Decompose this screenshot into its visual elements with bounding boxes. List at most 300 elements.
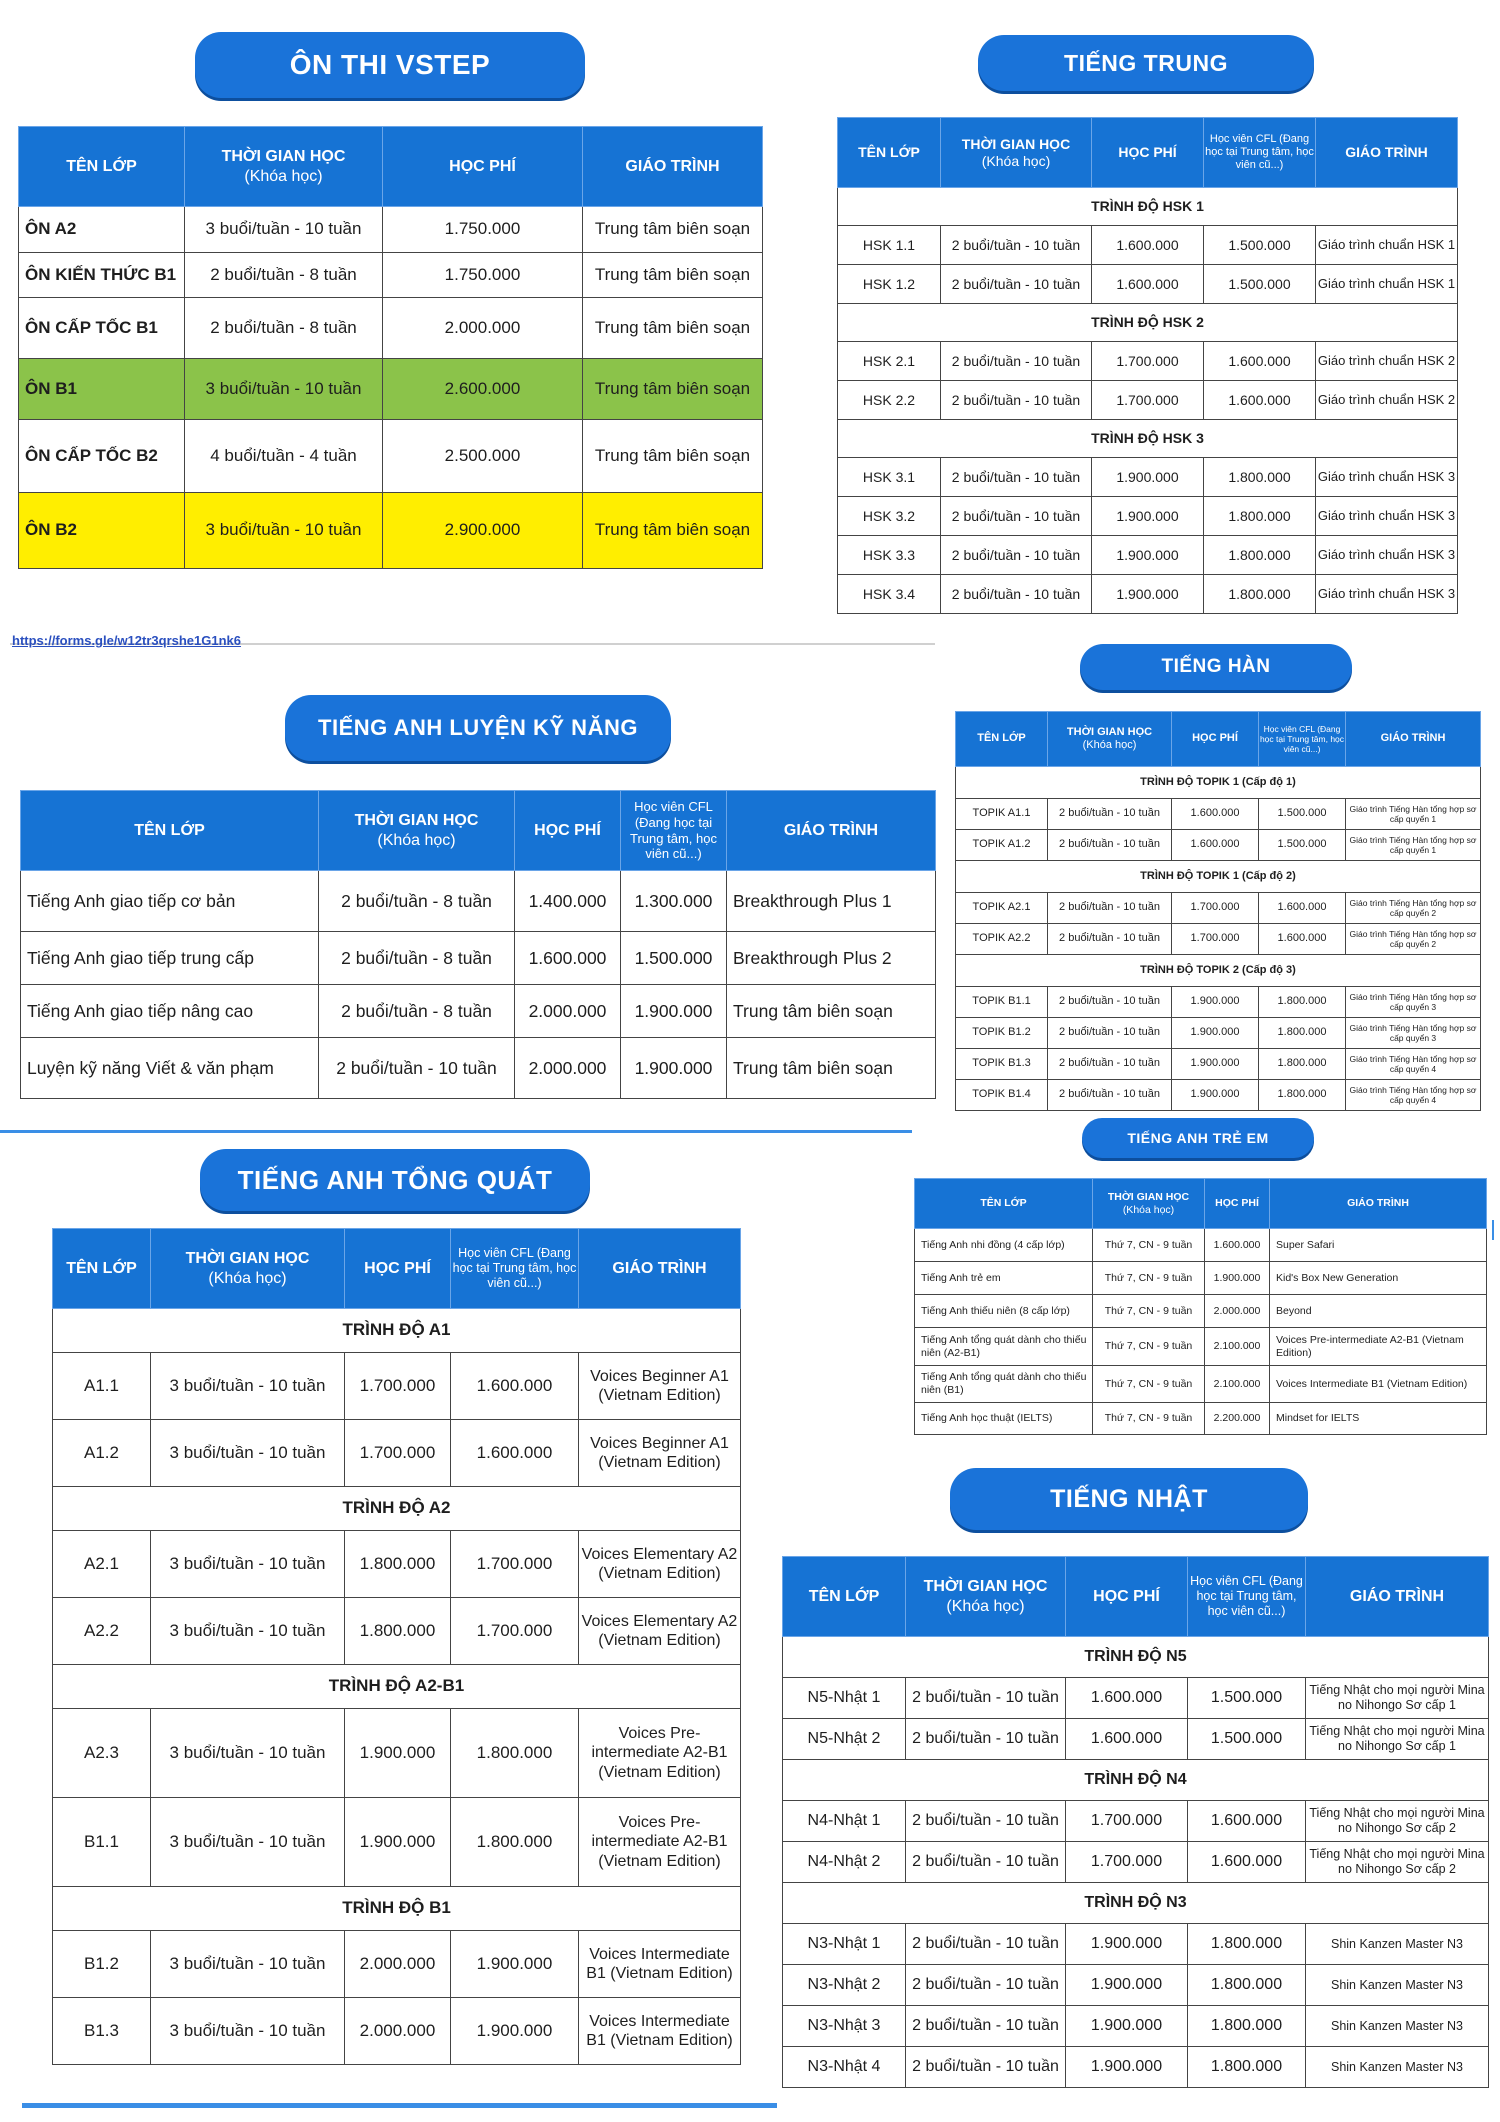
class-name: N3-Nhật 1 xyxy=(783,1924,906,1965)
class-name: ÔN A2 xyxy=(19,207,185,253)
tuition-fee: 1.400.000 xyxy=(515,871,621,932)
schedule: 2 buổi/tuần - 10 tuần xyxy=(1048,893,1172,924)
member-fee: 1.800.000 xyxy=(1259,987,1346,1018)
textbook: Giáo trình Tiếng Hàn tổng hợp sơ cấp quyển 3 xyxy=(1346,1018,1481,1049)
class-name: B1.2 xyxy=(53,1931,151,1998)
textbook: Giáo trình Tiếng Hàn tổng hợp sơ cấp quyển 4 xyxy=(1346,1080,1481,1111)
textbook: Breakthrough Plus 2 xyxy=(727,932,936,985)
schedule: 3 buổi/tuần - 10 tuần xyxy=(151,1531,345,1598)
table-row xyxy=(838,575,1458,614)
textbook: Giáo trình Tiếng Hàn tổng hợp sơ cấp quyển 3 xyxy=(1346,987,1481,1018)
table-row xyxy=(915,1229,1487,1262)
schedule: 2 buổi/tuần - 10 tuần xyxy=(906,2006,1066,2047)
schedule: 2 buổi/tuần - 10 tuần xyxy=(941,536,1092,575)
class-name: HSK 1.2 xyxy=(838,265,941,304)
textbook: Giáo trình Tiếng Hàn tổng hợp sơ cấp quyển 1 xyxy=(1346,799,1481,830)
textbook: Trung tâm biên soạn xyxy=(727,1038,936,1099)
level-row xyxy=(838,188,1458,226)
edge-mark xyxy=(1492,1220,1494,1240)
col-ten-lop: TÊN LỚP xyxy=(19,127,185,207)
class-name: TOPIK B1.1 xyxy=(956,987,1048,1018)
table-row xyxy=(915,1262,1487,1295)
textbook: Beyond xyxy=(1270,1295,1487,1328)
level-row xyxy=(838,304,1458,342)
textbook: Giáo trình chuẩn HSK 1 xyxy=(1316,226,1458,265)
schedule: Thứ 7, CN - 9 tuần xyxy=(1093,1229,1205,1262)
tuition-fee: 2.000.000 xyxy=(515,1038,621,1099)
member-fee: 1.800.000 xyxy=(451,1798,579,1887)
member-fee: 1.900.000 xyxy=(621,985,727,1038)
table-row xyxy=(783,1678,1489,1719)
tuition-fee: 2.100.000 xyxy=(1205,1328,1270,1366)
tuition-fee: 2.500.000 xyxy=(383,420,583,493)
schedule: 3 buổi/tuần - 10 tuần xyxy=(151,1709,345,1798)
class-name: ÔN KIẾN THỨC B1 xyxy=(19,253,185,298)
table-row xyxy=(838,265,1458,304)
tuition-fee: 1.900.000 xyxy=(1172,987,1259,1018)
class-name: A2.1 xyxy=(53,1531,151,1598)
table-row xyxy=(956,987,1481,1018)
class-name: B1.3 xyxy=(53,1998,151,2065)
textbook: Giáo trình Tiếng Hàn tổng hợp sơ cấp quyển 4 xyxy=(1346,1049,1481,1080)
tuition-fee: 1.600.000 xyxy=(1092,265,1204,304)
table-row xyxy=(53,1709,741,1798)
class-name: Tiếng Anh trẻ em xyxy=(915,1262,1093,1295)
level-row xyxy=(783,1760,1489,1801)
class-name: ÔN B1 xyxy=(19,359,185,420)
member-fee: 1.700.000 xyxy=(451,1531,579,1598)
textbook: Tiếng Nhật cho mọi người Mina no Nihongo Sơ cấp 1 xyxy=(1306,1678,1489,1719)
col-giao-trinh: GIÁO TRÌNH xyxy=(1270,1179,1487,1229)
schedule: 2 buổi/tuần - 8 tuần xyxy=(319,871,515,932)
class-name: ÔN B2 xyxy=(19,493,185,569)
textbook: Giáo trình Tiếng Hàn tổng hợp sơ cấp quyển 2 xyxy=(1346,893,1481,924)
col-thoi-gian: THỜI GIAN HỌC (Khóa học) xyxy=(151,1229,345,1309)
class-name: N3-Nhật 4 xyxy=(783,2047,906,2088)
textbook: Trung tâm biên soạn xyxy=(583,359,763,420)
schedule: 2 buổi/tuần - 10 tuần xyxy=(906,2047,1066,2088)
level-row xyxy=(956,955,1481,987)
member-fee: 1.900.000 xyxy=(621,1038,727,1099)
tuition-fee: 1.700.000 xyxy=(1092,381,1204,420)
textbook: Trung tâm biên soạn xyxy=(583,420,763,493)
textbook: Voices Intermediate B1 (Vietnam Edition) xyxy=(579,1998,741,2065)
textbook: Trung tâm biên soạn xyxy=(583,207,763,253)
schedule: 2 buổi/tuần - 10 tuần xyxy=(1048,799,1172,830)
level-label: TRÌNH ĐỘ HSK 2 xyxy=(838,304,1458,342)
form-link[interactable]: https://forms.gle/w12tr3qrshe1G1nk6 xyxy=(12,633,242,648)
textbook: Breakthrough Plus 1 xyxy=(727,871,936,932)
level-row xyxy=(956,767,1481,799)
textbook: Giáo trình chuẩn HSK 1 xyxy=(1316,265,1458,304)
schedule: Thứ 7, CN - 9 tuần xyxy=(1093,1403,1205,1435)
level-row xyxy=(53,1665,741,1709)
schedule: 2 buổi/tuần - 8 tuần xyxy=(319,985,515,1038)
col-thoi-gian: THỜI GIAN HỌC (Khóa học) xyxy=(1048,712,1172,767)
nhat-table xyxy=(782,1556,1489,2088)
schedule: 2 buổi/tuần - 10 tuần xyxy=(906,1842,1066,1883)
vstep-title: ÔN THI VSTEP xyxy=(195,32,585,98)
textbook: Super Safari xyxy=(1270,1229,1487,1262)
tuition-fee: 1.900.000 xyxy=(1172,1049,1259,1080)
tuition-fee: 1.700.000 xyxy=(1092,342,1204,381)
member-fee: 1.800.000 xyxy=(1259,1049,1346,1080)
schedule: 2 buổi/tuần - 8 tuần xyxy=(319,932,515,985)
schedule: 2 buổi/tuần - 10 tuần xyxy=(941,226,1092,265)
schedule: 2 buổi/tuần - 10 tuần xyxy=(906,1678,1066,1719)
table-row xyxy=(19,298,763,359)
table-row xyxy=(21,985,936,1038)
schedule: 2 buổi/tuần - 10 tuần xyxy=(941,381,1092,420)
tuition-fee: 2.900.000 xyxy=(383,493,583,569)
table-row xyxy=(783,1801,1489,1842)
schedule: 2 buổi/tuần - 10 tuần xyxy=(319,1038,515,1099)
schedule: 3 buổi/tuần - 10 tuần xyxy=(151,1998,345,2065)
level-label: TRÌNH ĐỘ B1 xyxy=(53,1887,741,1931)
class-name: Luyện kỹ năng Viết & văn phạm xyxy=(21,1038,319,1099)
schedule: 3 buổi/tuần - 10 tuần xyxy=(151,1353,345,1420)
schedule: 2 buổi/tuần - 10 tuần xyxy=(906,1924,1066,1965)
member-fee: 1.800.000 xyxy=(1204,458,1316,497)
col-hoc-vien-cfl: Học viên CFL (Đang học tại Trung tâm, học viên cũ...) xyxy=(451,1229,579,1309)
level-row xyxy=(783,1883,1489,1924)
class-name: A2.3 xyxy=(53,1709,151,1798)
tuition-fee: 2.200.000 xyxy=(1205,1403,1270,1435)
tuition-fee: 1.900.000 xyxy=(1066,2047,1188,2088)
table-row xyxy=(783,1924,1489,1965)
member-fee: 1.600.000 xyxy=(1188,1842,1306,1883)
col-hoc-vien-cfl: Học viên CFL (Đang học tại Trung tâm, học viên cũ...) xyxy=(621,791,727,871)
textbook: Mindset for IELTS xyxy=(1270,1403,1487,1435)
kynang-table xyxy=(20,790,936,1099)
member-fee: 1.800.000 xyxy=(1204,575,1316,614)
table-row xyxy=(783,1842,1489,1883)
tuition-fee: 1.900.000 xyxy=(1172,1080,1259,1111)
tuition-fee: 1.900.000 xyxy=(1066,1924,1188,1965)
member-fee: 1.800.000 xyxy=(1204,536,1316,575)
textbook: Tiếng Nhật cho mọi người Mina no Nihongo Sơ cấp 2 xyxy=(1306,1801,1489,1842)
textbook: Tiếng Nhật cho mọi người Mina no Nihongo Sơ cấp 1 xyxy=(1306,1719,1489,1760)
col-giao-trinh: GIÁO TRÌNH xyxy=(727,791,936,871)
member-fee: 1.600.000 xyxy=(1259,924,1346,955)
table-row xyxy=(915,1295,1487,1328)
col-hoc-phi: HỌC PHÍ xyxy=(1172,712,1259,767)
table-row xyxy=(53,1998,741,2065)
table-row xyxy=(19,359,763,420)
col-hoc-phi: HỌC PHÍ xyxy=(515,791,621,871)
level-row xyxy=(53,1887,741,1931)
col-thoi-gian: THỜI GIAN HỌC (Khóa học) xyxy=(941,118,1092,188)
class-name: ÔN CẤP TỐC B1 xyxy=(19,298,185,359)
member-fee: 1.800.000 xyxy=(1204,497,1316,536)
schedule: 4 buổi/tuần - 4 tuần xyxy=(185,420,383,493)
textbook: Voices Elementary A2 (Vietnam Edition) xyxy=(579,1531,741,1598)
class-name: A1.2 xyxy=(53,1420,151,1487)
level-row xyxy=(53,1487,741,1531)
class-name: N3-Nhật 3 xyxy=(783,2006,906,2047)
table-row xyxy=(21,932,936,985)
table-row xyxy=(956,830,1481,861)
textbook: Shin Kanzen Master N3 xyxy=(1306,1924,1489,1965)
col-hoc-phi: HỌC PHÍ xyxy=(1205,1179,1270,1229)
textbook: Voices Elementary A2 (Vietnam Edition) xyxy=(579,1598,741,1665)
table-row xyxy=(53,1931,741,1998)
col-giao-trinh: GIÁO TRÌNH xyxy=(1306,1557,1489,1637)
col-thoi-gian: THỜI GIAN HỌC (Khóa học) xyxy=(1093,1179,1205,1229)
textbook: Giáo trình chuẩn HSK 2 xyxy=(1316,381,1458,420)
member-fee: 1.700.000 xyxy=(451,1598,579,1665)
member-fee: 1.600.000 xyxy=(1259,893,1346,924)
table-row xyxy=(21,1038,936,1099)
col-hoc-phi: HỌC PHÍ xyxy=(1092,118,1204,188)
class-name: Tiếng Anh học thuật (IELTS) xyxy=(915,1403,1093,1435)
table-row xyxy=(915,1403,1487,1435)
schedule: Thứ 7, CN - 9 tuần xyxy=(1093,1328,1205,1366)
table-row xyxy=(956,1018,1481,1049)
textbook: Trung tâm biên soạn xyxy=(727,985,936,1038)
tuition-fee: 1.900.000 xyxy=(345,1798,451,1887)
schedule: 2 buổi/tuần - 10 tuần xyxy=(906,1965,1066,2006)
tuition-fee: 1.900.000 xyxy=(1172,1018,1259,1049)
class-name: TOPIK B1.2 xyxy=(956,1018,1048,1049)
tuition-fee: 1.600.000 xyxy=(1066,1719,1188,1760)
textbook: Giáo trình Tiếng Hàn tổng hợp sơ cấp quyển 2 xyxy=(1346,924,1481,955)
schedule: 2 buổi/tuần - 10 tuần xyxy=(941,265,1092,304)
member-fee: 1.300.000 xyxy=(621,871,727,932)
schedule: Thứ 7, CN - 9 tuần xyxy=(1093,1366,1205,1403)
textbook: Tiếng Nhật cho mọi người Mina no Nihongo Sơ cấp 2 xyxy=(1306,1842,1489,1883)
tuition-fee: 2.600.000 xyxy=(383,359,583,420)
class-name: N4-Nhật 1 xyxy=(783,1801,906,1842)
schedule: 3 buổi/tuần - 10 tuần xyxy=(151,1420,345,1487)
class-name: N5-Nhật 2 xyxy=(783,1719,906,1760)
textbook: Voices Intermediate B1 (Vietnam Edition) xyxy=(1270,1366,1487,1403)
nhat-title: TIẾNG NHẬT xyxy=(950,1468,1308,1530)
tuition-fee: 1.600.000 xyxy=(1205,1229,1270,1262)
level-label: TRÌNH ĐỘ TOPIK 1 (Cấp độ 1) xyxy=(956,767,1481,799)
textbook: Giáo trình chuẩn HSK 3 xyxy=(1316,575,1458,614)
schedule: 3 buổi/tuần - 10 tuần xyxy=(185,493,383,569)
tuition-fee: 1.600.000 xyxy=(1066,1678,1188,1719)
table-row xyxy=(783,1965,1489,2006)
tuition-fee: 1.900.000 xyxy=(1092,575,1204,614)
schedule: 2 buổi/tuần - 10 tuần xyxy=(1048,1049,1172,1080)
schedule: 3 buổi/tuần - 10 tuần xyxy=(185,207,383,253)
trung-table xyxy=(837,117,1458,614)
level-label: TRÌNH ĐỘ A2 xyxy=(53,1487,741,1531)
schedule: 3 buổi/tuần - 10 tuần xyxy=(151,1931,345,1998)
class-name: TOPIK B1.3 xyxy=(956,1049,1048,1080)
schedule: 2 buổi/tuần - 10 tuần xyxy=(941,458,1092,497)
textbook: Trung tâm biên soạn xyxy=(583,493,763,569)
divider-line xyxy=(0,1130,915,1133)
member-fee: 1.500.000 xyxy=(1188,1719,1306,1760)
member-fee: 1.800.000 xyxy=(451,1709,579,1798)
tuition-fee: 1.900.000 xyxy=(345,1709,451,1798)
class-name: N5-Nhật 1 xyxy=(783,1678,906,1719)
table-row xyxy=(956,893,1481,924)
level-row xyxy=(53,1309,741,1353)
table-row xyxy=(783,2006,1489,2047)
schedule: 2 buổi/tuần - 10 tuần xyxy=(941,575,1092,614)
class-name: A2.2 xyxy=(53,1598,151,1665)
table-row xyxy=(19,493,763,569)
member-fee: 1.800.000 xyxy=(1188,2047,1306,2088)
level-row xyxy=(956,861,1481,893)
member-fee: 1.600.000 xyxy=(1204,381,1316,420)
textbook: Voices Beginner A1 (Vietnam Edition) xyxy=(579,1353,741,1420)
col-giao-trinh: GIÁO TRÌNH xyxy=(583,127,763,207)
member-fee: 1.900.000 xyxy=(451,1931,579,1998)
table-row xyxy=(956,1049,1481,1080)
member-fee: 1.900.000 xyxy=(451,1998,579,2065)
class-name: TOPIK A1.1 xyxy=(956,799,1048,830)
textbook: Giáo trình chuẩn HSK 3 xyxy=(1316,497,1458,536)
table-row xyxy=(838,226,1458,265)
class-name: ÔN CẤP TỐC B2 xyxy=(19,420,185,493)
class-name: Tiếng Anh thiếu niên (8 cấp lớp) xyxy=(915,1295,1093,1328)
table-row xyxy=(838,342,1458,381)
col-giao-trinh: GIÁO TRÌNH xyxy=(1316,118,1458,188)
schedule: 2 buổi/tuần - 10 tuần xyxy=(1048,1080,1172,1111)
han-title: TIẾNG HÀN xyxy=(1080,644,1352,690)
member-fee: 1.500.000 xyxy=(1188,1678,1306,1719)
tuition-fee: 1.750.000 xyxy=(383,207,583,253)
treem-table xyxy=(914,1178,1487,1435)
tuition-fee: 2.000.000 xyxy=(515,985,621,1038)
schedule: 2 buổi/tuần - 10 tuần xyxy=(941,342,1092,381)
level-label: TRÌNH ĐỘ N4 xyxy=(783,1760,1489,1801)
schedule: 2 buổi/tuần - 10 tuần xyxy=(1048,987,1172,1018)
member-fee: 1.500.000 xyxy=(1204,226,1316,265)
textbook: Voices Pre-intermediate A2-B1 (Vietnam Edition) xyxy=(579,1798,741,1887)
textbook: Shin Kanzen Master N3 xyxy=(1306,1965,1489,2006)
schedule: 3 buổi/tuần - 10 tuần xyxy=(185,359,383,420)
textbook: Giáo trình chuẩn HSK 3 xyxy=(1316,536,1458,575)
col-ten-lop: TÊN LỚP xyxy=(53,1229,151,1309)
table-row xyxy=(53,1420,741,1487)
tongquat-title: TIẾNG ANH TỔNG QUÁT xyxy=(200,1149,590,1211)
member-fee: 1.600.000 xyxy=(451,1420,579,1487)
schedule: 2 buổi/tuần - 10 tuần xyxy=(1048,830,1172,861)
class-name: Tiếng Anh nhi đồng (4 cấp lớp) xyxy=(915,1229,1093,1262)
tuition-fee: 1.900.000 xyxy=(1066,2006,1188,2047)
table-row xyxy=(838,497,1458,536)
member-fee: 1.600.000 xyxy=(451,1353,579,1420)
member-fee: 1.500.000 xyxy=(621,932,727,985)
table-row xyxy=(956,924,1481,955)
tuition-fee: 1.900.000 xyxy=(1066,1965,1188,2006)
schedule: 2 buổi/tuần - 10 tuần xyxy=(941,497,1092,536)
vstep-table xyxy=(18,126,763,569)
textbook: Voices Pre-intermediate A2-B1 (Vietnam Edition) xyxy=(1270,1328,1487,1366)
tuition-fee: 1.800.000 xyxy=(345,1598,451,1665)
textbook: Trung tâm biên soạn xyxy=(583,298,763,359)
table-row xyxy=(19,207,763,253)
textbook: Trung tâm biên soạn xyxy=(583,253,763,298)
level-row xyxy=(838,420,1458,458)
kynang-title: TIẾNG ANH LUYỆN KỸ NĂNG xyxy=(285,695,671,761)
member-fee: 1.800.000 xyxy=(1259,1018,1346,1049)
class-name: Tiếng Anh tổng quát dành cho thiếu niên (B1) xyxy=(915,1366,1093,1403)
schedule: 2 buổi/tuần - 10 tuần xyxy=(906,1719,1066,1760)
table-row xyxy=(838,381,1458,420)
table-row xyxy=(53,1798,741,1887)
class-name: B1.1 xyxy=(53,1798,151,1887)
tuition-fee: 1.700.000 xyxy=(1172,893,1259,924)
member-fee: 1.500.000 xyxy=(1259,799,1346,830)
tuition-fee: 1.900.000 xyxy=(1092,536,1204,575)
col-hoc-phi: HỌC PHÍ xyxy=(383,127,583,207)
col-hoc-vien-cfl: Học viên CFL (Đang học tại Trung tâm, học viên cũ...) xyxy=(1204,118,1316,188)
col-ten-lop: TÊN LỚP xyxy=(915,1179,1093,1229)
class-name: HSK 2.1 xyxy=(838,342,941,381)
schedule: 2 buổi/tuần - 8 tuần xyxy=(185,253,383,298)
col-hoc-phi: HỌC PHÍ xyxy=(1066,1557,1188,1637)
tuition-fee: 1.600.000 xyxy=(1172,799,1259,830)
class-name: Tiếng Anh giao tiếp trung cấp xyxy=(21,932,319,985)
class-name: HSK 3.3 xyxy=(838,536,941,575)
tuition-fee: 2.100.000 xyxy=(1205,1366,1270,1403)
level-label: TRÌNH ĐỘ N3 xyxy=(783,1883,1489,1924)
level-label: TRÌNH ĐỘ HSK 1 xyxy=(838,188,1458,226)
class-name: Tiếng Anh tổng quát dành cho thiếu niên (A2-B1) xyxy=(915,1328,1093,1366)
textbook: Shin Kanzen Master N3 xyxy=(1306,2006,1489,2047)
level-label: TRÌNH ĐỘ HSK 3 xyxy=(838,420,1458,458)
col-hoc-vien-cfl: Học viên CFL (Đang học tại Trung tâm, học viên cũ...) xyxy=(1188,1557,1306,1637)
col-giao-trinh: GIÁO TRÌNH xyxy=(1346,712,1481,767)
col-hoc-vien-cfl: Học viên CFL (Đang học tại Trung tâm, học viên cũ...) xyxy=(1259,712,1346,767)
schedule: 2 buổi/tuần - 10 tuần xyxy=(1048,924,1172,955)
class-name: HSK 3.1 xyxy=(838,458,941,497)
member-fee: 1.800.000 xyxy=(1188,1924,1306,1965)
divider-line xyxy=(22,2103,777,2108)
member-fee: 1.600.000 xyxy=(1204,342,1316,381)
textbook: Giáo trình chuẩn HSK 2 xyxy=(1316,342,1458,381)
tuition-fee: 1.600.000 xyxy=(1092,226,1204,265)
tuition-fee: 1.700.000 xyxy=(1066,1801,1188,1842)
tuition-fee: 1.900.000 xyxy=(1092,458,1204,497)
level-row xyxy=(783,1637,1489,1678)
textbook: Giáo trình chuẩn HSK 3 xyxy=(1316,458,1458,497)
table-row xyxy=(838,458,1458,497)
table-row xyxy=(915,1366,1487,1403)
col-thoi-gian: THỜI GIAN HỌC (Khóa học) xyxy=(906,1557,1066,1637)
tuition-fee: 1.700.000 xyxy=(1172,924,1259,955)
schedule: 2 buổi/tuần - 10 tuần xyxy=(1048,1018,1172,1049)
col-ten-lop: TÊN LỚP xyxy=(956,712,1048,767)
table-row xyxy=(19,420,763,493)
schedule: Thứ 7, CN - 9 tuần xyxy=(1093,1262,1205,1295)
level-label: TRÌNH ĐỘ TOPIK 1 (Cấp độ 2) xyxy=(956,861,1481,893)
class-name: HSK 3.2 xyxy=(838,497,941,536)
tuition-fee: 2.000.000 xyxy=(383,298,583,359)
member-fee: 1.500.000 xyxy=(1259,830,1346,861)
trung-title: TIẾNG TRUNG xyxy=(978,35,1314,91)
member-fee: 1.800.000 xyxy=(1188,1965,1306,2006)
table-row xyxy=(783,1719,1489,1760)
treem-title: TIẾNG ANH TRẺ EM xyxy=(1082,1118,1314,1158)
tuition-fee: 1.800.000 xyxy=(345,1531,451,1598)
table-row xyxy=(783,2047,1489,2088)
col-giao-trinh: GIÁO TRÌNH xyxy=(579,1229,741,1309)
textbook: Voices Intermediate B1 (Vietnam Edition) xyxy=(579,1931,741,1998)
table-row xyxy=(838,536,1458,575)
table-row xyxy=(21,871,936,932)
class-name: TOPIK A2.2 xyxy=(956,924,1048,955)
class-name: Tiếng Anh giao tiếp nâng cao xyxy=(21,985,319,1038)
class-name: TOPIK A2.1 xyxy=(956,893,1048,924)
